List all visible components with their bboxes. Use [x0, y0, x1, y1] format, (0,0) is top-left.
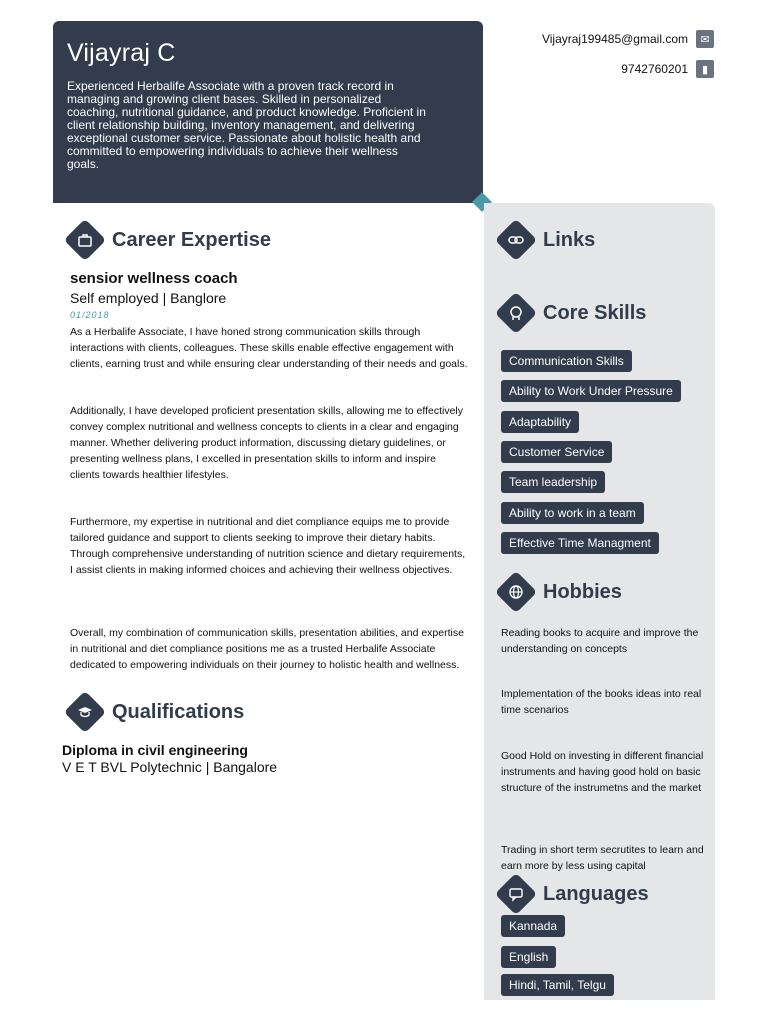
skill-tag: Adaptability: [501, 411, 579, 433]
phone-text: 9742760201: [621, 62, 688, 76]
contact-phone: [621, 60, 714, 78]
hobby-item: Good Hold on investing in different financial instruments and having good hold on basic structure of the instrumetns and the market: [501, 750, 704, 794]
languages-section-title: [501, 879, 649, 909]
language-tag: Kannada: [501, 915, 565, 937]
skill-tag: Effective Time Managment: [501, 532, 659, 554]
hobbies-heading: Hobbies: [543, 580, 622, 603]
language-tag: Hindi, Tamil, Telgu: [501, 974, 614, 996]
phone-icon: ▮: [696, 60, 714, 78]
links-section-title: [501, 225, 595, 255]
qualifications-heading: Qualifications: [112, 700, 245, 723]
career-paragraph: Additionally, I have developed proficient presentation skills, allowing me to effectively convey complex nutritional and wellness concepts to clients in a clear and engaging manner. Whether delivering product information, discussing dietary guidelines, or presenting wellness plans, I excelled in presentation skills to inform and inspire clients towards healthier lifestyles.: [70, 405, 463, 481]
language-tag: English: [501, 946, 556, 968]
qualifications-section-title: [70, 697, 244, 727]
profile-summary: Experienced Herbalife Associate with a proven track record in managing and growing client bases. Skilled in personalized coaching, nutritional guidance, and product knowledge. Proficient in client relationship building, inventory management, and delivering exceptional customer service. Passionate about holistic health and committed to empowering individuals to achieve their wellness goals.: [67, 79, 426, 171]
career-heading: Career Expertise: [112, 228, 271, 251]
job-organization: Self employed | Banglore: [70, 290, 227, 306]
job-title: sensior wellness coach: [70, 270, 238, 287]
mail-icon: ✉: [696, 30, 714, 48]
skill-tag: Ability to Work Under Pressure: [501, 380, 681, 402]
email-text[interactable]: Vijayraj199485@gmail.com: [541, 32, 688, 46]
job-date: 01/2018: [70, 310, 110, 320]
skill-tag: Communication Skills: [501, 350, 632, 372]
career-paragraph: Overall, my combination of communication skills, presentation abilities, and expertise in nutritional and diet compliance positions me as a trusted Herbalife Associate dedicated to empowering individuals on their journey to holistic health and wellness.: [70, 627, 464, 671]
skill-tag: Team leadership: [501, 471, 605, 493]
head-icon: [495, 292, 537, 334]
qualification-institute: V E T BVL Polytechnic | Bangalore: [62, 759, 278, 775]
hobby-item: Trading in short term secrutites to learn and earn more by less using capital: [501, 844, 704, 872]
career-section-title: [70, 225, 271, 255]
chat-icon: [495, 873, 537, 915]
languages-heading: Languages: [543, 882, 649, 905]
qualification-degree: Diploma in civil engineering: [62, 742, 248, 758]
hobbies-section-title: [501, 577, 622, 607]
hobby-item: Implementation of the books ideas into real time scenarios: [501, 688, 702, 716]
graduation-cap-icon: [64, 691, 106, 733]
skill-tag: Customer Service: [501, 441, 612, 463]
header-block: [53, 21, 483, 203]
candidate-name: Vijayraj C: [67, 39, 176, 67]
skills-heading: Core Skills: [543, 301, 647, 324]
career-paragraph: As a Herbalife Associate, I have honed strong communication skills through interactions with clients, colleagues. These skills enable effective engagement with clients, earning trust and while ensuring clear understanding of their needs and goals.: [70, 326, 468, 370]
skill-tag: Ability to work in a team: [501, 502, 644, 524]
briefcase-icon: [64, 219, 106, 261]
career-paragraph: Furthermore, my expertise in nutritional and diet compliance equips me to provide tailored guidance and support to clients seeking to improve their dietary habits. Through comprehensive understanding of nutrition science and dietary requirements, I assist clients in making informed choices and achieving their wellness objectives.: [70, 516, 466, 576]
globe-icon: [495, 571, 537, 613]
hobby-item: Reading books to acquire and improve the understanding on concepts: [501, 627, 699, 655]
skills-section-title: [501, 298, 646, 328]
contact-email[interactable]: [542, 30, 714, 48]
link-icon: [495, 219, 537, 261]
links-heading: Links: [543, 228, 596, 251]
